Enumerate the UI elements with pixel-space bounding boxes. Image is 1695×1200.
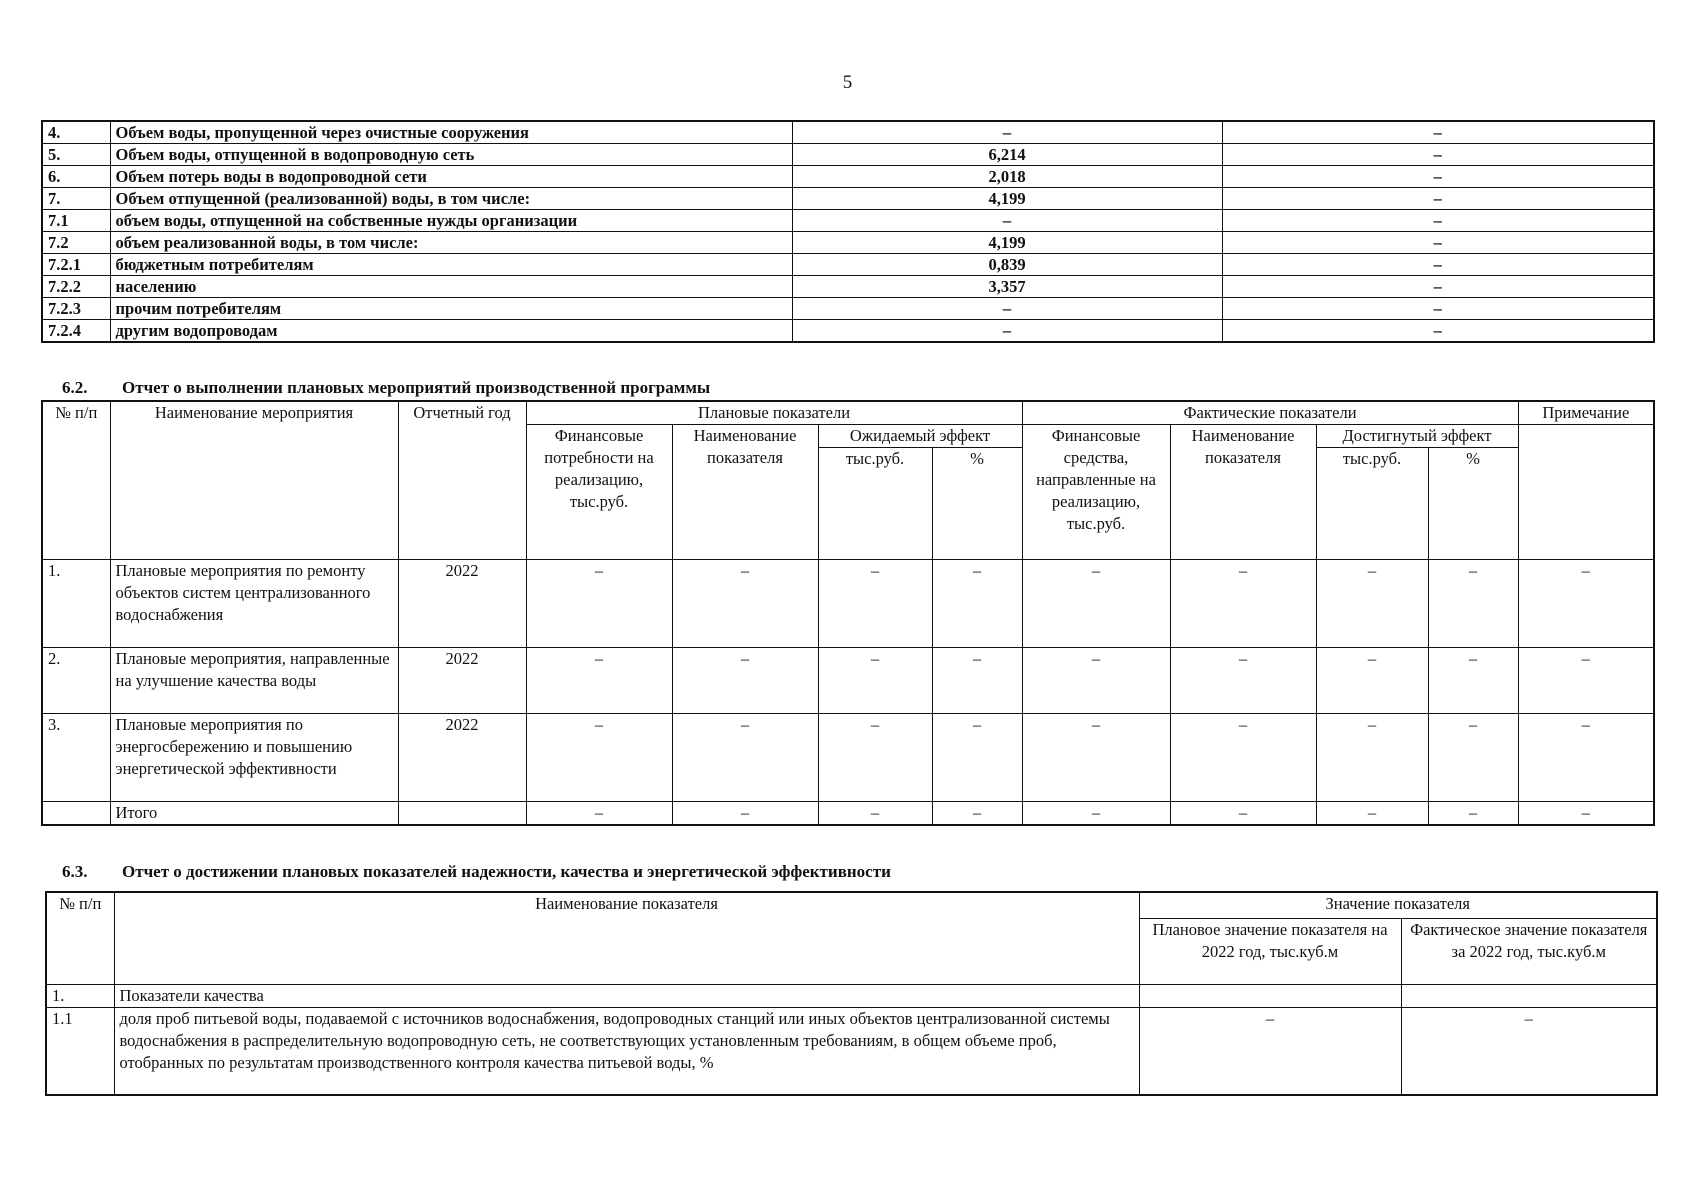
row-value: 3,357 [792, 276, 1222, 298]
table-row [42, 144, 1654, 166]
header-indicator-name: Наименование показателя [672, 425, 818, 560]
t3-header-planned: Плановое значение показателя на 2022 год, тыс.куб.м [1139, 918, 1401, 984]
t3-header-actual: Фактическое значение показателя за 2022 год, тыс.куб.м [1401, 918, 1657, 984]
header-year: Отчетный год [398, 401, 526, 560]
table-row [42, 121, 1654, 144]
header-actual: Фактические показатели [1022, 401, 1518, 425]
dash-cell: – [1170, 802, 1316, 826]
dash-cell: – [818, 560, 932, 648]
activity-name: Плановые мероприятия по энергосбережению и повышению энергетической эффективности [110, 714, 398, 802]
table-row [42, 254, 1654, 276]
dash-cell: – [1170, 648, 1316, 714]
row-name: Объем отпущенной (реализованной) воды, в том числе: [110, 188, 792, 210]
row-name: прочим потребителям [110, 298, 792, 320]
table-row [46, 1007, 1657, 1095]
row-value-2: – [1222, 121, 1654, 144]
table-row [42, 298, 1654, 320]
header-achieved-pct: % [1428, 448, 1518, 560]
row-value-2: – [1222, 276, 1654, 298]
dash-cell: – [1428, 714, 1518, 802]
dash-cell: – [526, 648, 672, 714]
row-value-2: – [1222, 232, 1654, 254]
header-note-blank [1518, 425, 1654, 560]
row-name: Объем воды, пропущенной через очистные сооружения [110, 121, 792, 144]
row-number: 2. [42, 648, 110, 714]
row-value-2: – [1222, 298, 1654, 320]
row-name: Объем воды, отпущенной в водопроводную сеть [110, 144, 792, 166]
dash-cell: – [1316, 560, 1428, 648]
total-label: Итого [110, 802, 398, 826]
row-value: 0,839 [792, 254, 1222, 276]
row-number: 5. [42, 144, 110, 166]
row-name: населению [110, 276, 792, 298]
dash-cell: – [932, 714, 1022, 802]
reliability-indicators-table [45, 891, 1658, 1096]
dash-cell: – [1316, 648, 1428, 714]
actual-value: – [1401, 1007, 1657, 1095]
table-row [42, 188, 1654, 210]
row-value: 4,199 [792, 232, 1222, 254]
row-value-2: – [1222, 188, 1654, 210]
row-value: – [792, 210, 1222, 232]
dash-cell: – [818, 648, 932, 714]
row-value-2: – [1222, 320, 1654, 343]
activity-name: Плановые мероприятия по ремонту объектов систем централизованного водоснабжения [110, 560, 398, 648]
section-6-3-heading: 6.3. Отчет о достижении плановых показателей надежности, качества и энергетической эффективности [62, 862, 891, 881]
dash-cell: – [1518, 560, 1654, 648]
header-note: Примечание [1518, 401, 1654, 425]
table-row [42, 210, 1654, 232]
dash-cell: – [1518, 648, 1654, 714]
dash-cell: – [672, 648, 818, 714]
dash-cell: – [818, 714, 932, 802]
activity-name: Плановые мероприятия, направленные на улучшение качества воды [110, 648, 398, 714]
dash-cell: – [1428, 560, 1518, 648]
header-expected-pct: % [932, 448, 1022, 560]
planned-value: – [1139, 1007, 1401, 1095]
dash-cell: – [672, 802, 818, 826]
row-value-2: – [1222, 254, 1654, 276]
report-year: 2022 [398, 648, 526, 714]
report-year: 2022 [398, 560, 526, 648]
header-activity-name: Наименование мероприятия [110, 401, 398, 560]
row-value: 6,214 [792, 144, 1222, 166]
dash-cell: – [1518, 714, 1654, 802]
table-row [42, 166, 1654, 188]
table-row [46, 984, 1657, 1007]
dash-cell: – [932, 560, 1022, 648]
dash-cell: – [672, 560, 818, 648]
row-value: 2,018 [792, 166, 1222, 188]
header-fin-need: Финансовые потребности на реализацию, тыс.руб. [526, 425, 672, 560]
table-row [42, 232, 1654, 254]
dash-cell: – [1022, 714, 1170, 802]
row-number: 1. [46, 984, 114, 1007]
row-value: – [792, 298, 1222, 320]
report-year: 2022 [398, 714, 526, 802]
header-expected-effect: Ожидаемый эффект [818, 425, 1022, 448]
dash-cell: – [526, 802, 672, 826]
table-row [42, 648, 1654, 714]
row-number: 7. [42, 188, 110, 210]
header-indicator-name-2: Наименование показателя [1170, 425, 1316, 560]
dash-cell: – [1022, 648, 1170, 714]
dash-cell: – [526, 714, 672, 802]
table-row [42, 560, 1654, 648]
row-name: другим водопроводам [110, 320, 792, 343]
planned-activities-table [41, 400, 1655, 826]
header-achieved-rub: тыс.руб. [1316, 448, 1428, 560]
row-name: объем реализованной воды, в том числе: [110, 232, 792, 254]
row-value: 4,199 [792, 188, 1222, 210]
row-number: 3. [42, 714, 110, 802]
table-row [42, 714, 1654, 802]
water-volume-table [41, 120, 1655, 343]
header-achieved-effect: Достигнутый эффект [1316, 425, 1518, 448]
header-num: № п/п [42, 401, 110, 560]
row-number: 4. [42, 121, 110, 144]
row-number: 7.2.1 [42, 254, 110, 276]
section-6-2-title: Отчет о выполнении плановых мероприятий производственной программы [122, 378, 711, 397]
row-number: 7.2.2 [42, 276, 110, 298]
header-fin-sent: Финансовые средства, направленные на реализацию, тыс.руб. [1022, 425, 1170, 560]
row-value-2: – [1222, 166, 1654, 188]
dash-cell: – [818, 802, 932, 826]
table-row [42, 276, 1654, 298]
row-name: Объем потерь воды в водопроводной сети [110, 166, 792, 188]
dash-cell: – [672, 714, 818, 802]
section-6-3-title: Отчет о достижении плановых показателей надежности, качества и энергетической эффективности [122, 862, 891, 881]
dash-cell: – [1518, 802, 1654, 826]
row-value: – [792, 320, 1222, 343]
dash-cell: – [1170, 714, 1316, 802]
row-value: – [792, 121, 1222, 144]
row-name: объем воды, отпущенной на собственные нужды организации [110, 210, 792, 232]
row-number-blank [42, 802, 110, 826]
row-number: 7.2 [42, 232, 110, 254]
row-number: 7.2.3 [42, 298, 110, 320]
dash-cell: – [1316, 714, 1428, 802]
dash-cell: – [1022, 802, 1170, 826]
t3-header-name: Наименование показателя [114, 892, 1139, 984]
header-planned: Плановые показатели [526, 401, 1022, 425]
dash-cell: – [932, 802, 1022, 826]
dash-cell: – [526, 560, 672, 648]
dash-cell: – [1428, 648, 1518, 714]
row-name: бюджетным потребителям [110, 254, 792, 276]
row-number: 6. [42, 166, 110, 188]
actual-value [1401, 984, 1657, 1007]
row-value-2: – [1222, 144, 1654, 166]
dash-cell: – [1428, 802, 1518, 826]
dash-cell: – [1170, 560, 1316, 648]
section-6-2-heading: 6.2. Отчет о выполнении плановых мероприятий производственной программы [62, 378, 711, 397]
header-expected-rub: тыс.руб. [818, 448, 932, 560]
planned-value [1139, 984, 1401, 1007]
dash-cell: – [932, 648, 1022, 714]
indicator-name: доля проб питьевой воды, подаваемой с источников водоснабжения, водопроводных станций или иных объектов централизованной системы водоснабжения в распределительную водопроводную сеть, не соответствующих установленным требованиям, в общем объеме проб, отобранных по результатам производственного контроля качества питьевой воды, % [114, 1007, 1139, 1095]
indicator-name: Показатели качества [114, 984, 1139, 1007]
table-row [42, 320, 1654, 343]
row-number: 1.1 [46, 1007, 114, 1095]
row-number: 7.2.4 [42, 320, 110, 343]
page-number: 5 [842, 72, 853, 93]
dash-cell: – [1316, 802, 1428, 826]
t3-header-value: Значение показателя [1139, 892, 1657, 918]
year-blank [398, 802, 526, 826]
row-number: 1. [42, 560, 110, 648]
row-number: 7.1 [42, 210, 110, 232]
t3-header-num: № п/п [46, 892, 114, 984]
total-row [42, 802, 1654, 826]
row-value-2: – [1222, 210, 1654, 232]
dash-cell: – [1022, 560, 1170, 648]
